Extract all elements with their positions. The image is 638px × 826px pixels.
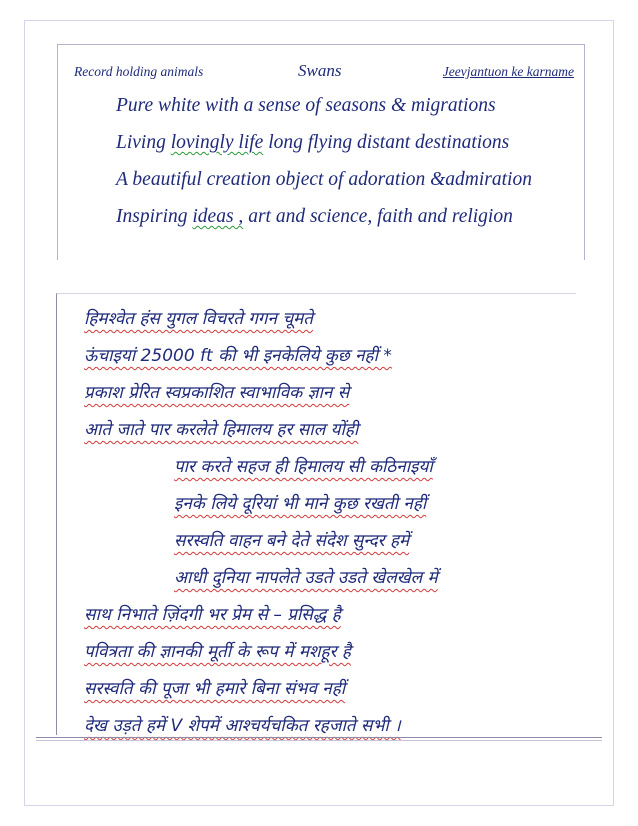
hindi-poem-line: इनके लिये दूरियां भी माने कुछ रखती नहीं <box>174 494 427 514</box>
hindi-poem-line: पार करते सहज ही हिमालय सी कठिनाइयाँ <box>174 457 433 477</box>
hindi-poem-line: ऊंचाइयां 25000 ft की भी इनकेलिये कुछ नहीं * <box>84 346 392 366</box>
hindi-poem-line: सरस्वति की पूजा भी हमारे बिना संभव नहीं <box>84 679 346 699</box>
hindi-poem-line: प्रकाश प्रेरित स्वप्रकाशित स्वाभाविक ज्ञान से <box>84 383 350 403</box>
hindi-poem-line: आधी दुनिया नापलेते उडते उडते खेलखेल में <box>174 568 438 588</box>
poem-header <box>68 61 574 84</box>
divider-rule <box>36 740 602 741</box>
english-poem <box>116 92 576 240</box>
english-poem-line: Pure white with a sense of seasons & migrations <box>116 95 496 116</box>
divider-rule <box>36 737 602 738</box>
english-poem-line: A beautiful creation object of adoration &admiration <box>116 169 532 190</box>
hindi-poem-line: पवित्रता की ज्ञानकी मूर्ती के रूप में मशहूर है <box>84 642 351 662</box>
hindi-poem-line: देख उड़ते हमें V शेपमें आश्चर्यचकित रहजाते सभी । <box>84 716 401 736</box>
header-category: Record holding animals <box>74 64 204 79</box>
english-poem-line: Inspiring ideas , art and science, faith and religion <box>116 206 513 227</box>
english-poem-line: Living lovingly life long flying distant destinations <box>116 132 510 153</box>
hindi-poem-line: साथ निभाते ज़िंदगी भर प्रेम से – प्रसिद्ध है <box>84 605 341 625</box>
hindi-poem-line: सरस्वति वाहन बने देते संदेश सुन्दर हमें <box>174 531 410 551</box>
hindi-poem-line: हिमश्वेत हंस युगल विचरते गगन चूमते <box>84 309 313 329</box>
header-series: Jeevjantuon ke karname <box>442 64 574 79</box>
hindi-poem-line: आते जाते पार करलेते हिमालय हर साल योंही <box>84 420 359 440</box>
header-title: Swans <box>298 61 342 80</box>
